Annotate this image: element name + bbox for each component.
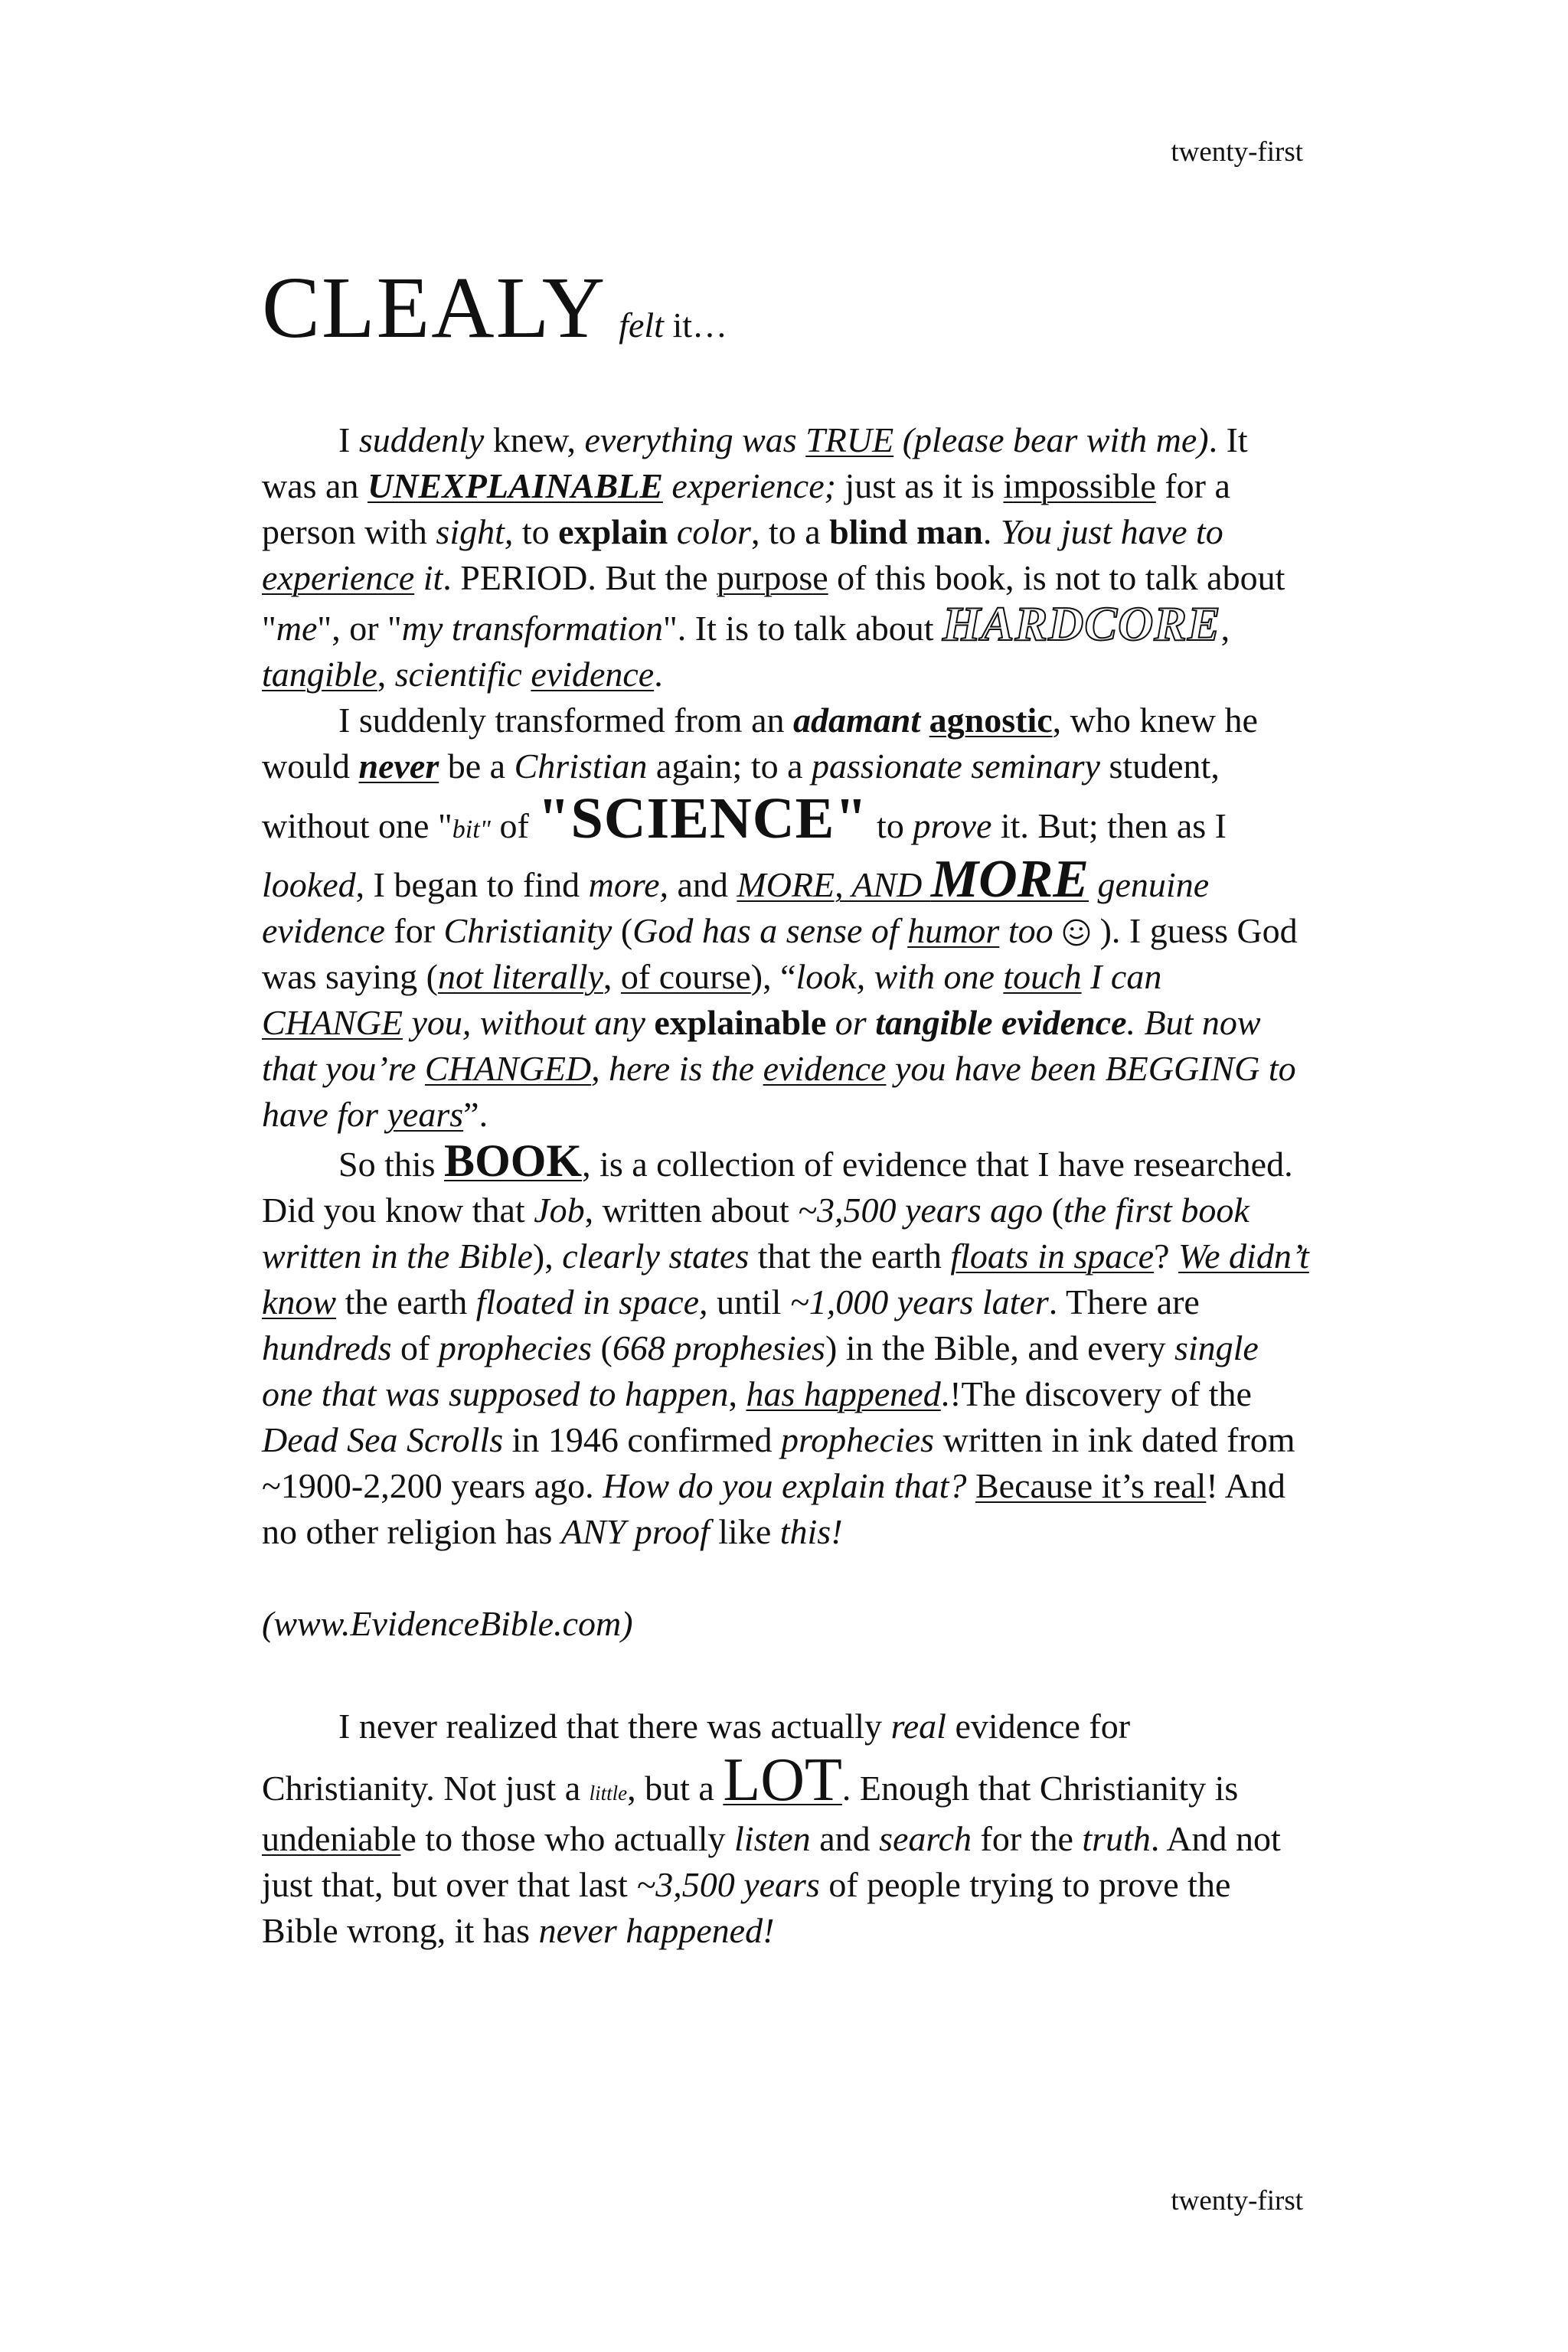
paragraph-4: I never realized that there was actually real evidence for Christianity. Not just a little, but a LOT. Enough that Christianity is undeniable to those who actually listen and search for the truth. And not just that, but over that last ~3,500 years of people trying to prove the Bible wrong, it has never happened! <box>262 1707 1281 1950</box>
paragraph-3: So this BOOK, is a collection of evidence that I have researched. Did you know that Job, written about ~3,500 years ago (the first book written in the Bible), clearly states that the earth floats in space? We didn’t know the earth floated in space, until ~1,000 years later. There are hundreds of prophecies (668 prophesies) in the Bible, and every single one that was supposed to happen, has happened.!The discovery of the Dead Sea Scrolls in 1946 confirmed prophecies written in ink dated from ~1900-2,200 years ago. How do you explain that? Because it’s real! And no other religion has ANY proof like this! <box>262 1135 1309 1551</box>
chapter-title-main: CLEALY <box>262 259 607 356</box>
lot-emphasis: LOT <box>723 1746 842 1814</box>
body-text <box>262 417 1311 1954</box>
chapter-title <box>262 259 728 356</box>
more-emphasis: MORE <box>930 850 1089 909</box>
paragraph-2: I suddenly transformed from an adamant agnostic, who knew he would never be a Christian again; to a passionate seminary student, without one "bit" of "SCIENCE" to prove it. But; then as I looked, I began to find more, and MORE, AND MORE genuine evidence for Christianity (God has a sense of humor too ). I guess God was saying (not literally, of course), “look, with one touch I can CHANGE you, without any explainable or tangible evidence. But now that you’re CHANGED, here is the evidence you have been BEGGING to have for years”. <box>262 701 1298 1134</box>
paragraph-1: I suddenly knew, everything was TRUE (please bear with me). It was an UNEXPLAINABLE experience; just as it is impossible for a person with sight, to explain color, to a blind man. You just have to experience it. PERIOD. But the purpose of this book, is not to talk about "me", or "my transformation". It is to talk about HARDCORE, tangible, scientific evidence. <box>262 420 1285 694</box>
website-reference: (www.EvidenceBible.com) <box>262 1604 633 1643</box>
smiley-icon <box>1062 918 1091 947</box>
running-footer: twenty-first <box>1171 2185 1303 2216</box>
hardcore-emphasis: HARDCORE <box>942 596 1221 651</box>
book-emphasis: BOOK <box>444 1135 583 1186</box>
chapter-title-sub: felt it… <box>619 305 728 345</box>
running-head: twenty-first <box>1171 136 1303 168</box>
science-emphasis: "SCIENCE" <box>537 786 868 851</box>
